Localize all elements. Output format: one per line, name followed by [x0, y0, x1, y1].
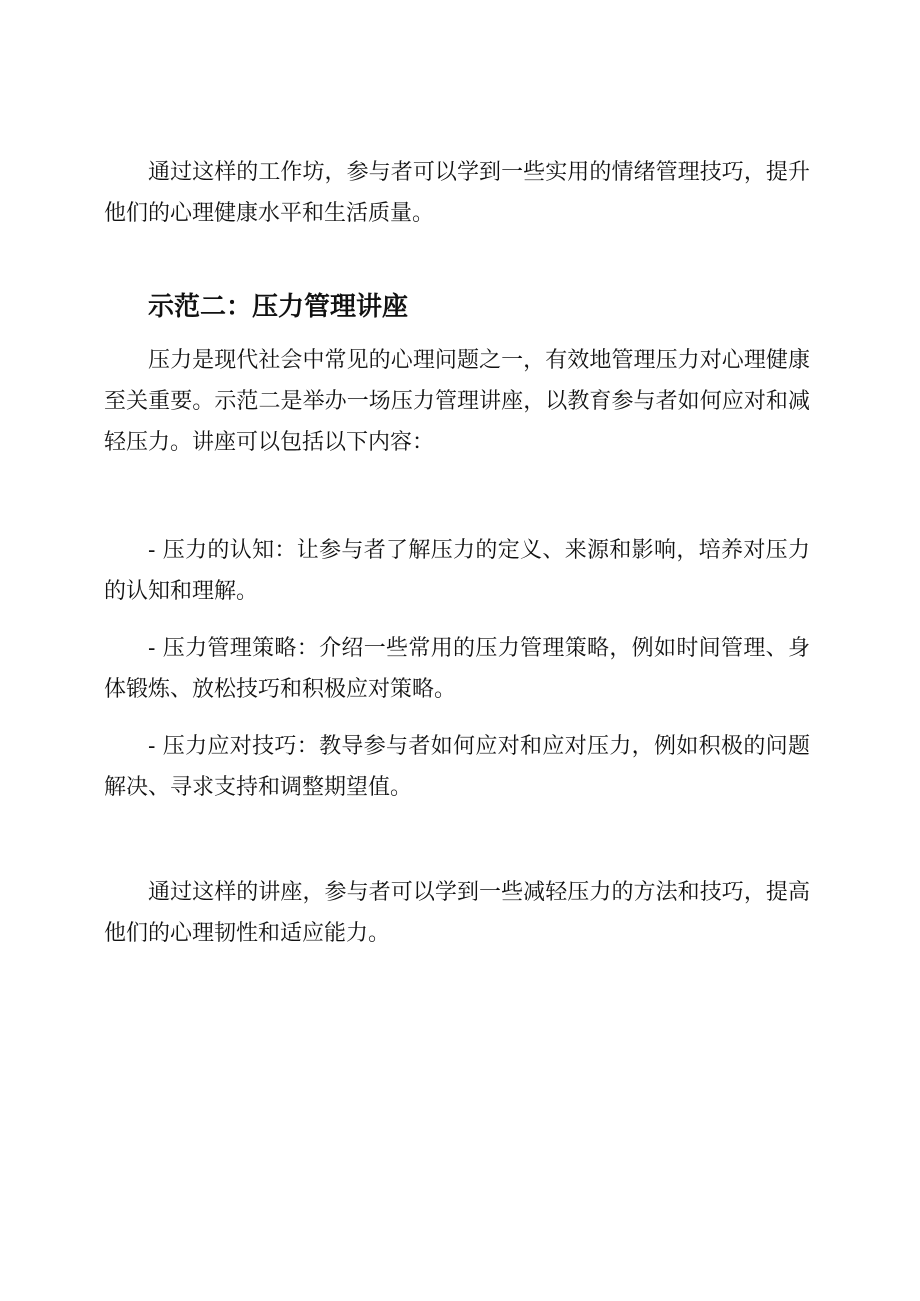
list-item-pressure-strategies: - 压力管理策略：介绍一些常用的压力管理策略，例如时间管理、身体锻炼、放松技巧和积极应对策略。 [104, 636, 810, 702]
list-item-pressure-coping: - 压力应对技巧：教导参与者如何应对和应对压力，例如积极的问题解决、寻求支持和调整期望值。 [104, 734, 810, 800]
paragraph-workshop-summary: 通过这样的工作坊，参与者可以学到一些实用的情绪管理技巧，提升他们的心理健康水平和生活质量。 [104, 160, 810, 226]
section-heading: 示范二：压力管理讲座 [148, 292, 409, 322]
list-item-pressure-awareness: - 压力的认知：让参与者了解压力的定义、来源和影响，培养对压力的认知和理解。 [104, 538, 810, 604]
paragraph-pressure-intro: 压力是现代社会中常见的心理问题之一，有效地管理压力对心理健康至关重要。示范二是举办一场压力管理讲座，以教育参与者如何应对和减轻压力。讲座可以包括以下内容： [104, 348, 810, 455]
paragraph-lecture-summary: 通过这样的讲座，参与者可以学到一些减轻压力的方法和技巧，提高他们的心理韧性和适应能力。 [104, 880, 810, 946]
